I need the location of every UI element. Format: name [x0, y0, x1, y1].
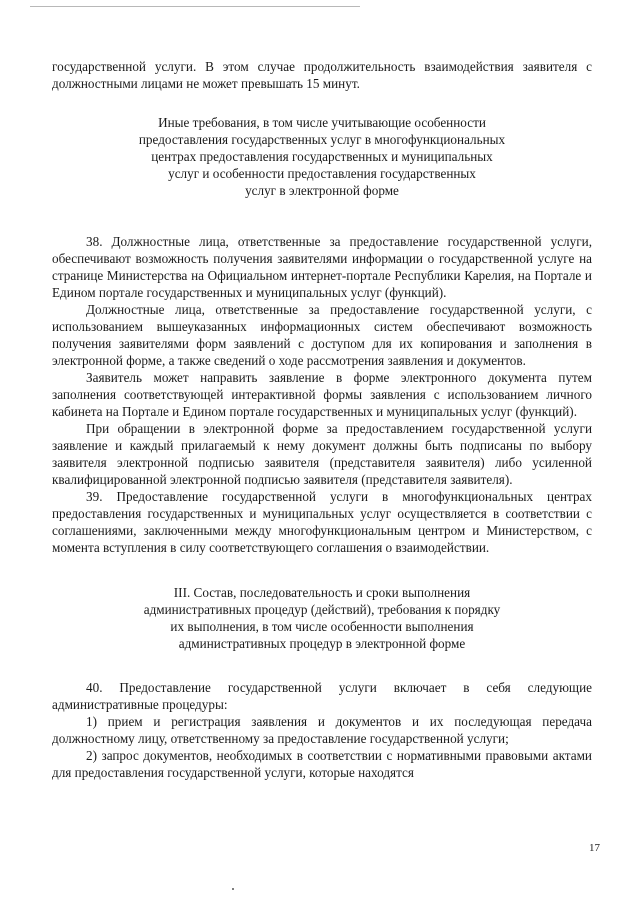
intro-paragraph: государственной услуги. В этом случае продолжительность взаимодействия заявителя с должностными лицами не может превышать 15 минут. [52, 59, 592, 91]
paragraph-40: 40. Предоставление государственной услуги включает в себя следующие административные процедуры: [52, 680, 592, 712]
paragraph-applicant: Заявитель может направить заявление в форме электронного документа путем заполнения соответствующей интерактивной формы заявления с использованием личного кабинета на Портале и Едином портале государственных и муниципальных услуг (функций). [52, 370, 592, 419]
scan-speck [232, 888, 234, 890]
heading-line: Иные требования, в том числе учитывающие особенности [158, 115, 486, 130]
list-item-2: 2) запрос документов, необходимых в соответствии с нормативными правовыми актами для предоставления государственной услуги, которые находятся [52, 748, 592, 780]
paragraph-electronic-signature: При обращении в электронной форме за предоставлением государственной услуги заявление и каждый прилагаемый к нему документ должны быть подписаны по выбору заявителя электронной подписью заявителя (представителя заявителя) либо усиленной квалифицированной электронной подписью заявителя (представителя заявителя). [52, 421, 592, 487]
heading-line: их выполнения, в том числе особенности выполнения [170, 619, 474, 634]
list-item-1: 1) прием и регистрация заявления и документов и их последующая передача должностному лицу, ответственному за предоставление государственной услуги; [52, 714, 592, 746]
heading-line: административных процедур в электронной форме [178, 636, 466, 651]
heading-line: III. Состав, последовательность и сроки выполнения [173, 585, 471, 600]
heading-line: центрах предоставления государственных и муниципальных [151, 149, 493, 164]
paragraph-39: 39. Предоставление государственной услуги в многофункциональных центрах предоставления государственных и муниципальных услуг осуществляется в соответствии с соглашениями, заключенными между многофункциональным центром и Министерством, с момента вступления в силу соответствующего соглашения о взаимодействии. [52, 489, 592, 555]
scan-top-rule [30, 6, 360, 7]
paragraph-officials: Должностные лица, ответственные за предоставление государственной услуги, с использованием вышеуказанных информационных систем обеспечивают возможность получения заявителями форм заявлений с доступом для их копирования и заполнения в электронной форме, а также сведений о ходе рассмотрения заявления и документов. [52, 302, 592, 368]
page-body [52, 58, 592, 781]
section-heading-other-requirements [52, 114, 592, 199]
heading-line: административных процедур (действий), требования к порядку [143, 602, 501, 617]
paragraph-38: 38. Должностные лица, ответственные за предоставление государственной услуги, обеспечивают возможность получения заявителями информации о государственной услуге на странице Министерства на Официальном интернет-портале Республики Карелия, на Портале и Едином портале государственных и муниципальных услуг (функций). [52, 234, 592, 300]
heading-line: предоставления государственных услуг в многофункциональных [138, 132, 506, 147]
heading-line: услуг и особенности предоставления государственных [168, 166, 476, 181]
heading-line: услуг в электронной форме [245, 183, 399, 198]
page-number: 17 [589, 842, 600, 854]
section-heading-iii [52, 584, 592, 652]
